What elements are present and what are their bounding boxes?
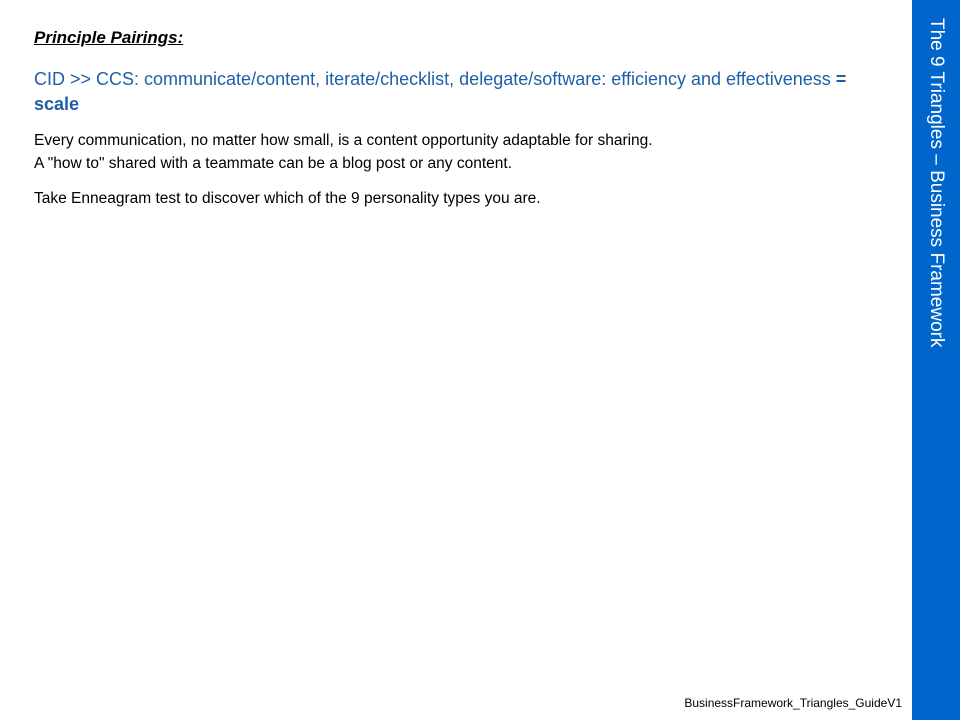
section-heading: Principle Pairings:	[34, 28, 184, 47]
pairing-statement	[34, 67, 894, 117]
body-text	[34, 129, 894, 175]
body-line-1: Every communication, no matter how small, is a content opportunity adaptable for sharing.	[34, 132, 653, 149]
enneagram-note: Take Enneagram test to discover which of the 9 personality types you are.	[34, 190, 541, 207]
pairing-text: CID >> CCS: communicate/content, iterate/checklist, delegate/software: efficiency and effectiveness	[34, 69, 831, 89]
side-title: The 9 Triangles – Business Framework	[926, 18, 947, 348]
pairing-emphasis: = scale	[34, 69, 847, 114]
footer-label: BusinessFramework_Triangles_GuideV1	[684, 696, 902, 710]
slide-content	[34, 26, 894, 210]
body-line-2: A "how to" shared with a teammate can be a blog post or any content.	[34, 155, 513, 172]
side-title-band	[912, 0, 960, 720]
